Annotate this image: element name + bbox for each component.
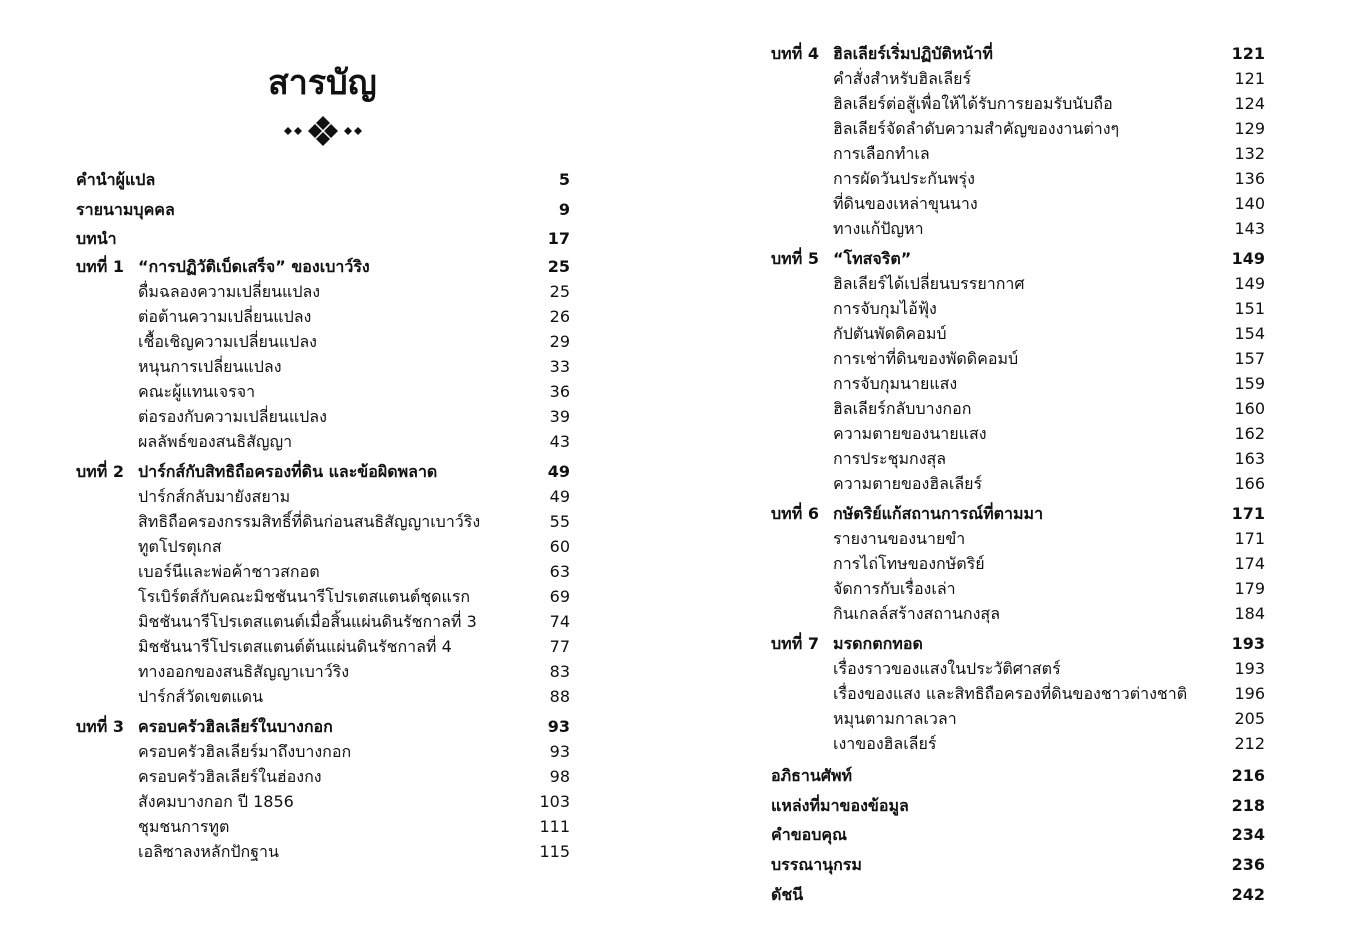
section-title: การประชุมกงสุล — [833, 449, 947, 468]
section-title: การจับกุมไอ้ฟุ้ง — [833, 299, 937, 318]
chapter-title: กษัตริย์แก้สถานการณ์ที่ตามมา — [833, 504, 1044, 523]
entry-page: 39 — [549, 407, 570, 427]
toc-section[interactable] — [76, 354, 570, 379]
entry-page: 17 — [547, 229, 570, 249]
entry-page: 5 — [558, 170, 570, 189]
toc-entry-back[interactable] — [771, 880, 1265, 910]
toc-section[interactable] — [771, 526, 1265, 551]
chapter-label: บทที่ 6 — [771, 504, 819, 523]
toc-entry-back[interactable] — [771, 820, 1265, 850]
toc-section[interactable] — [771, 91, 1265, 116]
entry-page: 143 — [1234, 219, 1265, 238]
entry-page: 166 — [1234, 474, 1265, 493]
toc-section[interactable] — [771, 706, 1265, 731]
entry-page: 49 — [547, 462, 570, 482]
toc-chapter[interactable] — [76, 254, 570, 279]
toc-section[interactable] — [76, 484, 570, 509]
chapter-title: ฮิลเลียร์เริ่มปฏิบัติหน้าที่ — [833, 44, 993, 63]
toc-section[interactable] — [771, 346, 1265, 371]
entry-page: 136 — [1234, 169, 1265, 188]
entry-page: 179 — [1234, 579, 1265, 598]
section-title: กัปตันพัดดิคอมบ์ — [833, 324, 947, 343]
chapter-label: บทที่ 5 — [771, 249, 819, 268]
entry-title: บรรณานุกรม — [771, 855, 862, 875]
entry-page: 184 — [1234, 604, 1265, 623]
entry-page: 129 — [1234, 119, 1265, 138]
toc-chapter[interactable] — [76, 714, 570, 739]
section-title: สิทธิถือครองกรรมสิทธิ์ที่ดินก่อนสนธิสัญญาเบาว์ริง — [138, 512, 481, 532]
toc-section[interactable] — [76, 509, 570, 534]
entry-title: อภิธานศัพท์ — [771, 766, 853, 785]
toc-section[interactable] — [76, 789, 570, 814]
toc-section[interactable] — [771, 576, 1265, 601]
section-title: กินเกลล์สร้างสถานกงสุล — [833, 604, 1000, 623]
section-title: ความตายของฮิลเลียร์ — [833, 474, 983, 493]
entry-page: 77 — [549, 637, 570, 657]
entry-page: 69 — [549, 587, 570, 607]
entry-page: 36 — [549, 382, 570, 402]
entry-title: บทนำ — [76, 229, 117, 249]
entry-page: 121 — [1231, 44, 1265, 63]
section-title: ทางออกของสนธิสัญญาเบาว์ริง — [138, 662, 350, 682]
toc-section[interactable] — [771, 446, 1265, 471]
section-title: การไถ่โทษของกษัตริย์ — [833, 554, 985, 573]
toc-section[interactable] — [771, 396, 1265, 421]
toc-entry-back[interactable] — [771, 791, 1265, 821]
section-title: รายงานของนายขำ — [833, 529, 966, 548]
toc-section[interactable] — [76, 429, 570, 454]
entry-page: 88 — [549, 687, 570, 707]
entry-page: 55 — [549, 512, 570, 532]
toc-section[interactable] — [771, 551, 1265, 576]
toc-section[interactable] — [771, 216, 1265, 241]
section-title: คณะผู้แทนเจรจา — [138, 382, 256, 402]
toc-section[interactable] — [771, 166, 1265, 191]
toc-section[interactable] — [771, 296, 1265, 321]
entry-page: 196 — [1234, 684, 1265, 703]
toc-section[interactable] — [771, 271, 1265, 296]
chapter-label: บทที่ 4 — [771, 44, 819, 63]
toc-left — [76, 165, 570, 864]
entry-page: 162 — [1234, 424, 1265, 443]
chapter-label: บทที่ 1 — [76, 257, 124, 277]
toc-entry-back[interactable] — [771, 761, 1265, 791]
chapter-title: ครอบครัวฮิลเลียร์ในบางกอก — [138, 717, 333, 737]
toc-section[interactable] — [771, 681, 1265, 706]
section-title: จัดการกับเรื่องเล่า — [833, 579, 956, 598]
left-page — [0, 0, 672, 942]
toc-section[interactable] — [76, 814, 570, 839]
entry-page: 205 — [1234, 709, 1265, 728]
section-title: เงาของฮิลเลียร์ — [833, 734, 937, 753]
entry-page: 115 — [539, 842, 570, 862]
chapter-title: “การปฏิวัติเบ็ดเสร็จ” ของเบาว์ริง — [138, 257, 370, 277]
entry-title: แหล่งที่มาของข้อมูล — [771, 795, 909, 815]
section-title: ปาร์กส์กลับมายังสยาม — [138, 487, 291, 507]
section-title: การเช่าที่ดินของพัดดิคอมบ์ — [833, 349, 1019, 368]
entry-page: 9 — [558, 199, 570, 219]
toc-section[interactable] — [76, 684, 570, 709]
entry-page: 154 — [1234, 324, 1265, 343]
entry-page: 132 — [1234, 144, 1265, 163]
toc-section[interactable] — [771, 141, 1265, 166]
page-title: สารบัญ — [268, 63, 377, 103]
entry-page: 149 — [1231, 249, 1265, 268]
section-title: ชุมชนการทูต — [138, 817, 230, 837]
entry-page: 157 — [1234, 349, 1265, 368]
toc-section[interactable] — [771, 731, 1265, 756]
entry-page: 149 — [1234, 274, 1265, 293]
section-title: เรื่องของแสง และสิทธิถือครองที่ดินของชาวต่างชาติ — [833, 684, 1188, 703]
entry-page: 83 — [549, 662, 570, 682]
entry-page: 193 — [1231, 634, 1265, 653]
entry-page: 171 — [1231, 504, 1265, 523]
toc-section[interactable] — [771, 471, 1265, 496]
toc-section[interactable] — [771, 321, 1265, 346]
toc-section[interactable] — [771, 421, 1265, 446]
toc-section[interactable] — [76, 559, 570, 584]
entry-page: 212 — [1234, 734, 1265, 753]
entry-title: คำนำผู้แปล — [76, 170, 156, 189]
section-title: เอลิซาลงหลักปักฐาน — [138, 842, 279, 862]
toc-section[interactable] — [76, 764, 570, 789]
entry-page: 218 — [1231, 795, 1265, 815]
entry-page: 174 — [1234, 554, 1265, 573]
section-title: เชื้อเชิญความเปลี่ยนแปลง — [138, 332, 317, 352]
section-title: หนุนการเปลี่ยนแปลง — [138, 357, 282, 377]
entry-page: 26 — [549, 307, 570, 327]
toc-section[interactable] — [76, 584, 570, 609]
entry-title: รายนามบุคคล — [76, 199, 175, 219]
toc-section[interactable] — [76, 329, 570, 354]
entry-page: 160 — [1234, 399, 1265, 418]
section-title: ทางแก้ปัญหา — [833, 219, 924, 238]
entry-page: 29 — [549, 332, 570, 352]
toc-section[interactable] — [771, 656, 1265, 681]
section-title: มิชชันนารีโปรเตสแตนต์ต้นแผ่นดินรัชกาลที่ 4 — [138, 637, 452, 657]
toc-chapter[interactable] — [771, 631, 1265, 656]
toc-chapter[interactable] — [771, 41, 1265, 66]
toc-entry-front[interactable] — [76, 165, 570, 195]
entry-title: คำขอบคุณ — [771, 825, 847, 845]
toc-chapter[interactable] — [76, 459, 570, 484]
diamond-ornament-icon — [278, 116, 368, 146]
entry-page: 234 — [1231, 825, 1265, 845]
entry-page: 163 — [1234, 449, 1265, 468]
toc-chapter[interactable] — [771, 501, 1265, 526]
entry-page: 216 — [1231, 766, 1265, 785]
toc-section[interactable] — [76, 659, 570, 684]
entry-page: 63 — [549, 562, 570, 582]
toc-chapter[interactable] — [771, 246, 1265, 271]
toc-section[interactable] — [76, 634, 570, 659]
section-title: ต่อต้านความเปลี่ยนแปลง — [138, 307, 312, 327]
entry-page: 140 — [1234, 194, 1265, 213]
toc-section[interactable] — [771, 601, 1265, 626]
entry-page: 74 — [549, 612, 570, 632]
toc-section[interactable] — [76, 404, 570, 429]
entry-page: 171 — [1234, 529, 1265, 548]
toc-right — [771, 41, 1265, 909]
section-title: การผัดวันประกันพรุ่ง — [833, 169, 975, 188]
entry-page: 98 — [549, 767, 570, 787]
section-title: เบอร์นีและพ่อค้าชาวสกอต — [138, 562, 320, 582]
chapter-label: บทที่ 7 — [771, 634, 819, 653]
entry-page: 60 — [549, 537, 570, 557]
section-title: ฮิลเลียร์ได้เปลี่ยนบรรยากาศ — [833, 274, 1025, 293]
section-title: ต่อรองกับความเปลี่ยนแปลง — [138, 407, 327, 427]
entry-page: 93 — [549, 742, 570, 762]
entry-page: 121 — [1234, 69, 1265, 88]
section-title: มิชชันนารีโปรเตสแตนต์เมื่อสิ้นแผ่นดินรัชกาลที่ 3 — [138, 612, 477, 632]
section-title: ทูตโปรตุเกส — [138, 537, 222, 557]
toc-section[interactable] — [771, 116, 1265, 141]
section-title: ฮิลเลียร์กลับบางกอก — [833, 399, 972, 418]
entry-page: 43 — [549, 432, 570, 452]
toc-section[interactable] — [76, 739, 570, 764]
entry-page: 103 — [539, 792, 570, 812]
entry-page: 111 — [539, 817, 570, 837]
toc-section[interactable] — [771, 66, 1265, 91]
chapter-label: บทที่ 2 — [76, 462, 124, 482]
entry-page: 33 — [549, 357, 570, 377]
toc-section[interactable] — [76, 609, 570, 634]
toc-section[interactable] — [76, 839, 570, 864]
entry-page: 25 — [547, 257, 570, 277]
section-title: การจับกุมนายแสง — [833, 374, 958, 393]
chapter-title: มรดกตกทอด — [833, 634, 923, 653]
entry-page: 124 — [1234, 94, 1265, 113]
chapter-label: บทที่ 3 — [76, 717, 124, 737]
toc-section[interactable] — [76, 304, 570, 329]
chapter-title: “โทสจริต” — [833, 249, 912, 268]
entry-page: 25 — [549, 282, 570, 302]
entry-page: 159 — [1234, 374, 1265, 393]
entry-page: 242 — [1231, 884, 1265, 904]
toc-section[interactable] — [76, 379, 570, 404]
section-title: เรื่องราวของแสงในประวัติศาสตร์ — [833, 659, 1061, 678]
toc-entry-front[interactable] — [76, 224, 570, 254]
toc-section[interactable] — [76, 279, 570, 304]
section-title: ฮิลเลียร์ต่อสู้เพื่อให้ได้รับการยอมรับนับถือ — [833, 94, 1113, 113]
section-title: ครอบครัวฮิลเลียร์ในฮ่องกง — [138, 767, 322, 787]
entry-page: 49 — [549, 487, 570, 507]
toc-section[interactable] — [771, 191, 1265, 216]
section-title: ฮิลเลียร์จัดลำดับความสำคัญของงานต่างๆ — [833, 119, 1120, 138]
chapter-title: ปาร์กส์กับสิทธิถือครองที่ดิน และข้อผิดพลาด — [138, 462, 438, 482]
section-title: โรเบิร์ตส์กับคณะมิชชันนารีโปรเตสแตนต์ชุดแรก — [138, 587, 471, 607]
entry-page: 193 — [1234, 659, 1265, 678]
entry-title: ดัชนี — [771, 884, 804, 904]
section-title: การเลือกทำเล — [833, 144, 930, 163]
entry-page: 151 — [1234, 299, 1265, 318]
section-title: ครอบครัวฮิลเลียร์มาถึงบางกอก — [138, 742, 352, 762]
section-title: ปาร์กส์วัดเขตแดน — [138, 687, 263, 707]
section-title: ความตายของนายแสง — [833, 424, 987, 443]
toc-entry-front[interactable] — [76, 195, 570, 225]
entry-page: 93 — [547, 717, 570, 737]
section-title: หมุนตามกาลเวลา — [833, 709, 957, 728]
toc-section[interactable] — [76, 534, 570, 559]
entry-page: 236 — [1231, 855, 1265, 875]
section-title: คำสั่งสำหรับฮิลเลียร์ — [833, 69, 972, 88]
section-title: ดื่มฉลองความเปลี่ยนแปลง — [138, 282, 321, 302]
toc-section[interactable] — [771, 371, 1265, 396]
section-title: ผลลัพธ์ของสนธิสัญญา — [138, 432, 293, 452]
section-title: ที่ดินของเหล่าขุนนาง — [833, 194, 978, 213]
toc-entry-back[interactable] — [771, 850, 1265, 880]
section-title: สังคมบางกอก ปี 1856 — [138, 792, 294, 812]
